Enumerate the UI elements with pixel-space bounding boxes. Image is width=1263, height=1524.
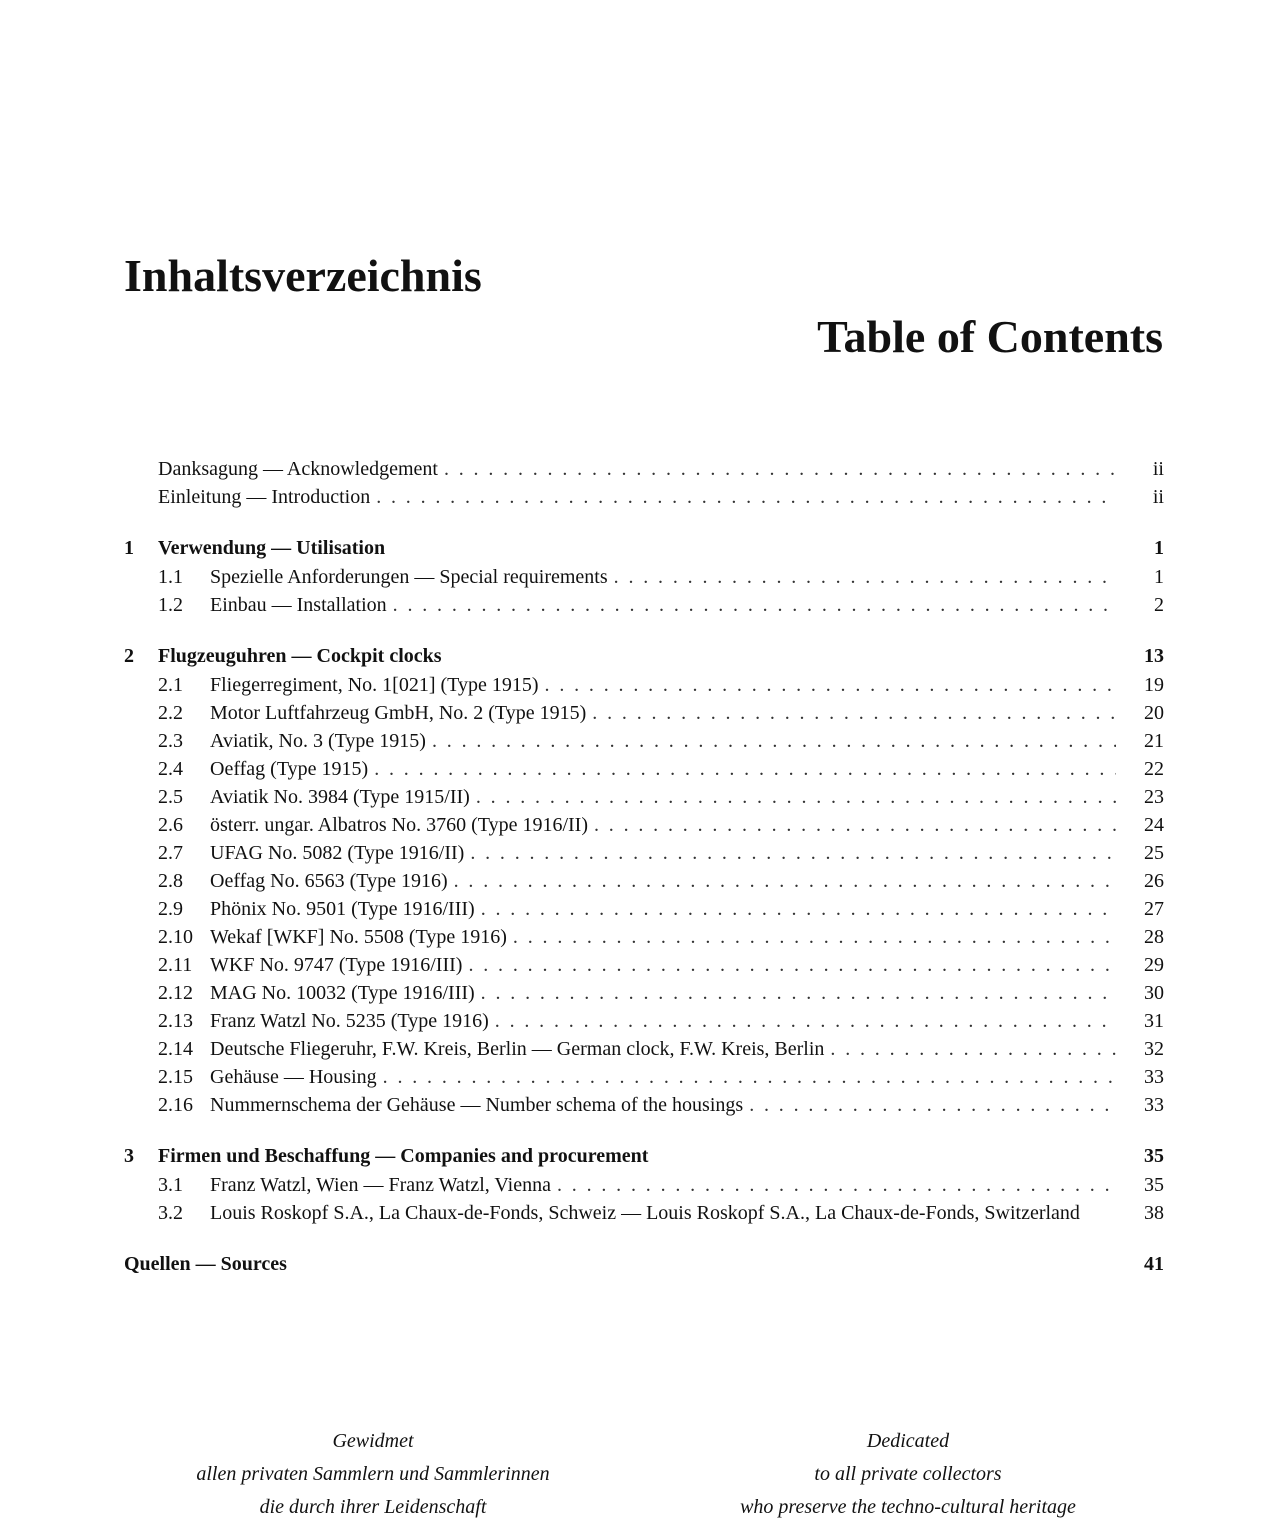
toc-section[interactable] <box>124 591 1164 619</box>
toc-front-matter-entry[interactable] <box>124 455 1164 483</box>
toc-entry-page: 32 <box>1144 1035 1164 1063</box>
toc-entry-page: 24 <box>1144 811 1164 839</box>
toc-entry-number: 2.12 <box>158 982 193 1004</box>
toc-entry-number: 3.2 <box>158 1202 183 1224</box>
dedication-line: allen privaten Sammlern und Sammlerinnen <box>196 1463 550 1485</box>
toc-entry-number: 2.1 <box>158 674 183 696</box>
toc-entry-number: 2.15 <box>158 1066 193 1088</box>
toc-entry-page: 1 <box>1154 563 1164 591</box>
toc-section[interactable] <box>124 699 1164 727</box>
toc-entry-page: 20 <box>1144 699 1164 727</box>
dot-leader <box>830 1035 1116 1063</box>
toc-entry-title[interactable]: Fliegerregiment, No. 1[021] (Type 1915) <box>210 671 545 699</box>
toc-entry-title[interactable]: Einleitung — Introduction <box>158 483 376 511</box>
dot-leader <box>614 563 1116 591</box>
toc-entry-title[interactable]: WKF No. 9747 (Type 1916/III) <box>210 951 468 979</box>
toc-entry-number: 1.1 <box>158 566 183 588</box>
dedication-line: die durch ihrer Leidenschaft <box>259 1496 487 1518</box>
toc-section[interactable] <box>124 895 1164 923</box>
toc-entry-page: ii <box>1153 455 1164 483</box>
toc-entry-page: 35 <box>1144 1141 1164 1171</box>
toc-entry-number: 2.4 <box>158 758 183 780</box>
toc-entry-page: 21 <box>1144 727 1164 755</box>
table-of-contents <box>124 455 1164 1279</box>
toc-entry-page: 38 <box>1144 1199 1164 1227</box>
dot-leader <box>393 591 1116 619</box>
toc-entry-title[interactable]: Danksagung — Acknowledgement <box>158 455 444 483</box>
toc-entry-page: 31 <box>1144 1007 1164 1035</box>
toc-section[interactable] <box>124 867 1164 895</box>
dot-leader <box>468 951 1116 979</box>
toc-chapter[interactable] <box>124 1141 1164 1171</box>
toc-entry-page: ii <box>1153 483 1164 511</box>
toc-section[interactable] <box>124 783 1164 811</box>
toc-entry-title[interactable]: Oeffag No. 6563 (Type 1916) <box>210 867 454 895</box>
toc-entry-number: 2.14 <box>158 1038 193 1060</box>
dot-leader <box>594 811 1116 839</box>
toc-entry-title[interactable]: Flugzeuguhren — Cockpit clocks <box>158 641 448 671</box>
dot-leader <box>376 483 1116 511</box>
toc-entry-title[interactable]: MAG No. 10032 (Type 1916/III) <box>210 979 481 1007</box>
toc-entry-page: 27 <box>1144 895 1164 923</box>
toc-entry-page: 1 <box>1154 533 1164 563</box>
toc-front-matter-entry[interactable] <box>124 483 1164 511</box>
toc-sources[interactable] <box>124 1249 1164 1279</box>
dot-leader <box>481 979 1116 1007</box>
toc-section[interactable] <box>124 979 1164 1007</box>
dot-leader <box>374 755 1116 783</box>
dedication-line: to all private collectors <box>814 1463 1002 1485</box>
dot-leader <box>557 1171 1116 1199</box>
dot-leader <box>432 727 1116 755</box>
toc-entry-number: 2.16 <box>158 1094 193 1116</box>
toc-entry-title[interactable]: Spezielle Anforderungen — Special requirements <box>210 563 614 591</box>
toc-entry-number: 2.2 <box>158 702 183 724</box>
toc-entry-number: 1 <box>124 537 134 559</box>
toc-section[interactable] <box>124 727 1164 755</box>
toc-entry-title[interactable]: Franz Watzl No. 5235 (Type 1916) <box>210 1007 495 1035</box>
dedication-line: who preserve the techno-cultural heritage <box>740 1496 1076 1518</box>
toc-entry-page: 13 <box>1144 641 1164 671</box>
toc-entry-page: 41 <box>1144 1249 1164 1279</box>
toc-section[interactable] <box>124 839 1164 867</box>
toc-section[interactable] <box>124 563 1164 591</box>
toc-entry-page: 28 <box>1144 923 1164 951</box>
toc-entry-title[interactable]: Franz Watzl, Wien — Franz Watzl, Vienna <box>210 1171 557 1199</box>
toc-entry-page: 19 <box>1144 671 1164 699</box>
toc-entry-title[interactable]: Wekaf [WKF] No. 5508 (Type 1916) <box>210 923 513 951</box>
toc-entry-page: 29 <box>1144 951 1164 979</box>
toc-entry-number: 2.7 <box>158 842 183 864</box>
toc-chapter[interactable] <box>124 641 1164 671</box>
toc-section[interactable] <box>124 671 1164 699</box>
dot-leader <box>454 867 1116 895</box>
toc-entry-title[interactable]: Firmen und Beschaffung — Companies and procurement <box>158 1141 654 1171</box>
toc-entry-title[interactable]: Verwendung — Utilisation <box>158 533 391 563</box>
toc-entry-title[interactable]: Aviatik, No. 3 (Type 1915) <box>210 727 432 755</box>
toc-section[interactable] <box>124 1007 1164 1035</box>
toc-entry-number: 2.13 <box>158 1010 193 1032</box>
toc-section[interactable] <box>124 951 1164 979</box>
toc-entry-page: 25 <box>1144 839 1164 867</box>
toc-entry-page: 2 <box>1154 591 1164 619</box>
toc-entry-number: 2.9 <box>158 898 183 920</box>
toc-entry-title[interactable]: Nummernschema der Gehäuse — Number schema of the housings <box>210 1091 749 1119</box>
toc-entry-number: 3.1 <box>158 1174 183 1196</box>
dot-leader <box>470 839 1116 867</box>
toc-entry-title[interactable]: Deutsche Fliegeruhr, F.W. Kreis, Berlin — German clock, F.W. Kreis, Berlin <box>210 1035 830 1063</box>
toc-entry-number: 2 <box>124 645 134 667</box>
toc-entry-page: 35 <box>1144 1171 1164 1199</box>
dot-leader <box>513 923 1116 951</box>
dedication-english <box>678 1425 1138 1524</box>
dot-leader <box>481 895 1116 923</box>
toc-chapter[interactable] <box>124 533 1164 563</box>
toc-entry-page: 33 <box>1144 1091 1164 1119</box>
page-title-german: Inhaltsverzeichnis <box>124 250 482 301</box>
toc-entry-page: 33 <box>1144 1063 1164 1091</box>
toc-entry-title[interactable]: Quellen — Sources <box>124 1249 293 1279</box>
toc-entry-title[interactable]: Einbau — Installation <box>210 591 393 619</box>
toc-entry-title[interactable]: UFAG No. 5082 (Type 1916/II) <box>210 839 470 867</box>
dot-leader <box>749 1091 1116 1119</box>
toc-entry-page: 26 <box>1144 867 1164 895</box>
toc-entry-page: 23 <box>1144 783 1164 811</box>
toc-section[interactable] <box>124 811 1164 839</box>
dedication-german <box>143 1425 603 1524</box>
dot-leader <box>592 699 1116 727</box>
dot-leader <box>383 1063 1116 1091</box>
toc-entry-number: 2.6 <box>158 814 183 836</box>
dot-leader <box>444 455 1116 483</box>
toc-section[interactable] <box>124 923 1164 951</box>
toc-section[interactable] <box>124 1199 1164 1227</box>
toc-section[interactable] <box>124 1035 1164 1063</box>
toc-section[interactable] <box>124 1091 1164 1119</box>
toc-section[interactable] <box>124 755 1164 783</box>
toc-entry-page: 30 <box>1144 979 1164 1007</box>
toc-section[interactable] <box>124 1063 1164 1091</box>
dedication-line: Dedicated <box>866 1430 950 1452</box>
toc-entry-number: 2.10 <box>158 926 193 948</box>
toc-entry-title[interactable]: österr. ungar. Albatros No. 3760 (Type 1916/II) <box>210 811 594 839</box>
dedication-line: Gewidmet <box>332 1430 414 1452</box>
toc-entry-number: 2.8 <box>158 870 183 892</box>
toc-entry-number: 1.2 <box>158 594 183 616</box>
dot-leader <box>495 1007 1116 1035</box>
toc-entry-title[interactable]: Oeffag (Type 1915) <box>210 755 374 783</box>
toc-entry-page: 22 <box>1144 755 1164 783</box>
toc-entry-title[interactable]: Gehäuse — Housing <box>210 1063 383 1091</box>
toc-entry-number: 2.5 <box>158 786 183 808</box>
dot-leader <box>545 671 1116 699</box>
toc-entry-title[interactable]: Phönix No. 9501 (Type 1916/III) <box>210 895 481 923</box>
toc-section[interactable] <box>124 1171 1164 1199</box>
dot-leader <box>476 783 1116 811</box>
toc-entry-title[interactable]: Aviatik No. 3984 (Type 1915/II) <box>210 783 476 811</box>
toc-entry-title[interactable]: Louis Roskopf S.A., La Chaux-de-Fonds, Schweiz — Louis Roskopf S.A., La Chaux-de-Fonds, Switzerland <box>210 1199 1080 1227</box>
toc-entry-number: 3 <box>124 1145 134 1167</box>
toc-entry-title[interactable]: Motor Luftfahrzeug GmbH, No. 2 (Type 1915) <box>210 699 592 727</box>
toc-entry-number: 2.11 <box>158 954 193 976</box>
toc-entry-number: 2.3 <box>158 730 183 752</box>
page-title-english: Table of Contents <box>817 311 1163 362</box>
